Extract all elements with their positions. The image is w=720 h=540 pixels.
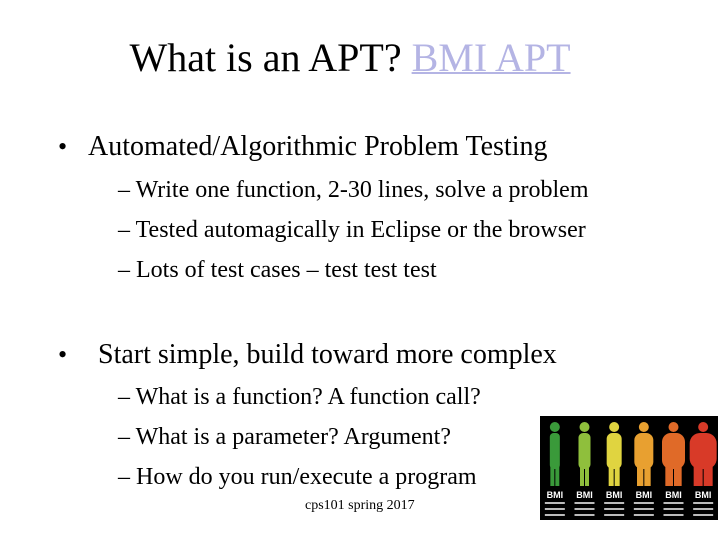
- figure-body: [579, 433, 591, 469]
- figure-caption-line: [545, 508, 565, 510]
- figure-caption-line: [604, 502, 624, 504]
- figure-head: [669, 422, 679, 432]
- figure-leg: [555, 466, 559, 486]
- figure-caption-line: [634, 508, 654, 510]
- bmi-figure: [575, 422, 595, 516]
- figure-body: [662, 433, 685, 469]
- figure-bmi-label: BMI: [694, 490, 712, 500]
- figure-leg: [704, 466, 713, 486]
- slide-footer: cps101 spring 2017: [305, 498, 415, 513]
- figure-leg: [580, 466, 584, 486]
- bmi-figure: [662, 422, 685, 516]
- bmi-apt-link[interactable]: BMI APT: [411, 35, 571, 80]
- bmi-figure: [545, 422, 565, 516]
- figure-caption-line: [634, 502, 654, 504]
- figure-caption-line: [693, 514, 713, 516]
- bullet-text: Start simple, build toward more complex: [98, 339, 557, 370]
- figure-body: [607, 433, 622, 469]
- figure-head: [580, 422, 590, 432]
- bmi-chart-image: [540, 416, 718, 520]
- slide-title: [0, 34, 700, 82]
- bmi-figure: [690, 422, 717, 516]
- figure-caption-line: [575, 508, 595, 510]
- bullet-marker: •: [58, 340, 68, 369]
- sub-bullet-item: – What is a function? A function call?: [118, 384, 481, 410]
- figure-caption-line: [545, 502, 565, 504]
- figure-body: [690, 433, 717, 469]
- figure-caption-line: [545, 514, 565, 516]
- sub-bullet-item: – Write one function, 2-30 lines, solve a problem: [118, 177, 589, 203]
- figure-caption-line: [575, 502, 595, 504]
- figure-leg: [615, 466, 620, 486]
- figure-leg: [665, 466, 673, 486]
- figure-leg: [694, 466, 703, 486]
- figure-caption-line: [693, 502, 713, 504]
- figure-leg: [550, 466, 554, 486]
- figure-bmi-label: BMI: [635, 490, 653, 500]
- bmi-figures-illustration: [540, 416, 718, 520]
- sub-bullet-item: – What is a parameter? Argument?: [118, 424, 451, 450]
- figure-leg: [585, 466, 589, 486]
- figure-caption-line: [664, 508, 684, 510]
- figure-leg: [609, 466, 614, 486]
- sub-bullet-item: – Lots of test cases – test test test: [118, 257, 437, 283]
- figure-caption-line: [604, 514, 624, 516]
- figure-caption-line: [634, 514, 654, 516]
- figure-body: [634, 433, 653, 469]
- bmi-figure: [634, 422, 654, 516]
- figure-head: [550, 422, 560, 432]
- figure-bmi-label: BMI: [546, 490, 564, 500]
- figure-leg: [674, 466, 682, 486]
- figure-caption-line: [575, 514, 595, 516]
- figure-head: [609, 422, 619, 432]
- figure-bmi-label: BMI: [665, 490, 682, 500]
- bullet-text: Automated/Algorithmic Problem Testing: [88, 131, 548, 162]
- figure-leg: [637, 466, 643, 486]
- sub-bullet-item: – How do you run/execute a program: [118, 464, 477, 490]
- figure-caption-line: [664, 514, 684, 516]
- figure-leg: [644, 466, 650, 486]
- bmi-figure: [604, 422, 624, 516]
- figure-caption-line: [664, 502, 684, 504]
- figure-bmi-label: BMI: [576, 490, 593, 500]
- figure-bmi-label: BMI: [605, 490, 623, 500]
- figure-caption-line: [693, 508, 713, 510]
- figure-body: [550, 433, 560, 469]
- figure-head: [698, 422, 708, 432]
- figure-head: [639, 422, 649, 432]
- figure-caption-line: [604, 508, 624, 510]
- bullet-marker: •: [58, 132, 68, 161]
- sub-bullet-item: – Tested automagically in Eclipse or the browser: [118, 217, 586, 243]
- title-text: What is an APT?: [129, 35, 412, 80]
